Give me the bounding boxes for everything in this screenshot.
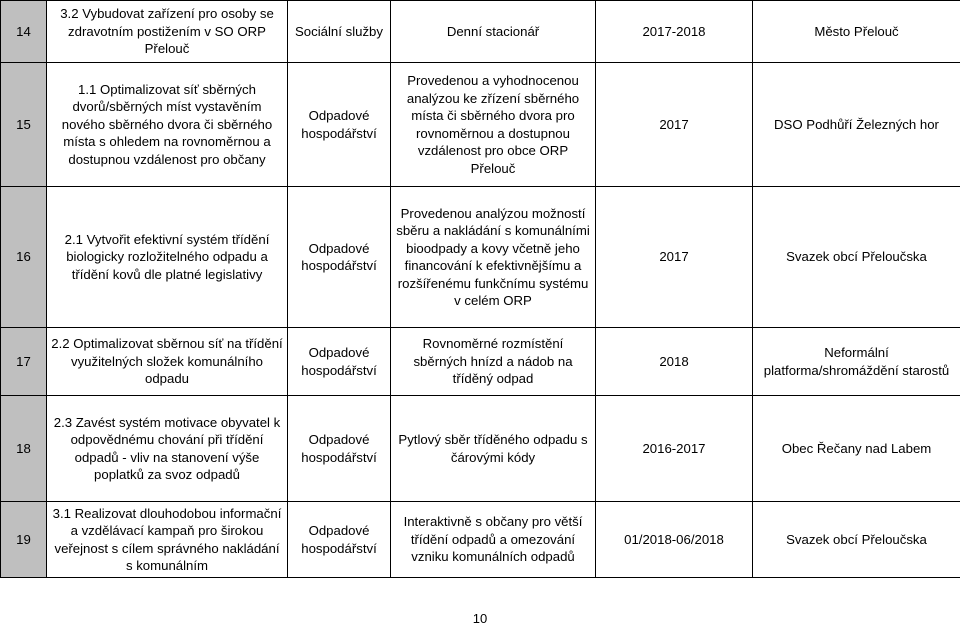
responsible-cell: Obec Řečany nad Labem bbox=[753, 396, 960, 502]
output-cell: Provedenou analýzou možností sběru a nakládání s komunálními bioodpady a kovy včetně jeho financování k efektivnějšímu a rozšířenému funkčnímu systému v celém ORP bbox=[391, 187, 596, 328]
page-number: 10 bbox=[472, 611, 488, 626]
year-cell: 2017-2018 bbox=[596, 1, 753, 63]
output-cell: Pytlový sběr tříděného odpadu s čárovými kódy bbox=[391, 396, 596, 502]
area-cell: Odpadové hospodářství bbox=[288, 63, 391, 187]
year-cell: 2017 bbox=[596, 63, 753, 187]
table-row bbox=[1, 328, 960, 396]
responsible-cell: Neformální platforma/shromáždění starostů bbox=[753, 328, 960, 396]
area-cell: Odpadové hospodářství bbox=[288, 328, 391, 396]
table-row bbox=[1, 187, 960, 328]
year-cell: 2017 bbox=[596, 187, 753, 328]
responsible-cell: DSO Podhůří Železných hor bbox=[753, 63, 960, 187]
row-number: 17 bbox=[1, 328, 47, 396]
goal-cell: 2.1 Vytvořit efektivní systém třídění biologicky rozložitelného odpadu a třídění kovů dle platné legislativy bbox=[47, 187, 288, 328]
row-number: 14 bbox=[1, 1, 47, 63]
area-cell: Odpadové hospodářství bbox=[288, 396, 391, 502]
goal-cell: 1.1 Optimalizovat síť sběrných dvorů/sběrných míst vystavěním nového sběrného dvora či sběrného místa s ohledem na rovnoměrnou a dostupnou vzdálenost pro občany bbox=[47, 63, 288, 187]
responsible-cell: Město Přelouč bbox=[753, 1, 960, 63]
row-number: 15 bbox=[1, 63, 47, 187]
area-cell: Sociální služby bbox=[288, 1, 391, 63]
goal-cell: 2.3 Zavést systém motivace obyvatel k odpovědnému chování při třídění odpadů - vliv na stanovení výše poplatků za svoz odpadů bbox=[47, 396, 288, 502]
goal-cell: 2.2 Optimalizovat sběrnou síť na třídění využitelných složek komunálního odpadu bbox=[47, 328, 288, 396]
year-cell: 2018 bbox=[596, 328, 753, 396]
row-number: 18 bbox=[1, 396, 47, 502]
row-number: 19 bbox=[1, 502, 47, 578]
table-row bbox=[1, 502, 960, 578]
responsible-cell: Svazek obcí Přeloučska bbox=[753, 187, 960, 328]
table-row bbox=[1, 1, 960, 63]
output-cell: Interaktivně s občany pro větší třídění odpadů a omezování vzniku komunálních odpadů bbox=[391, 502, 596, 578]
output-cell: Provedenou a vyhodnocenou analýzou ke zřízení sběrného místa či sběrného dvora pro rovnoměrnou a dostupnou vzdálenost pro obce ORP Přelouč bbox=[391, 63, 596, 187]
output-cell: Denní stacionář bbox=[391, 1, 596, 63]
goal-cell: 3.2 Vybudovat zařízení pro osoby se zdravotním postižením v SO ORP Přelouč bbox=[47, 1, 288, 63]
output-cell: Rovnoměrné rozmístění sběrných hnízd a nádob na tříděný odpad bbox=[391, 328, 596, 396]
year-cell: 01/2018-06/2018 bbox=[596, 502, 753, 578]
area-cell: Odpadové hospodářství bbox=[288, 502, 391, 578]
row-number: 16 bbox=[1, 187, 47, 328]
year-cell: 2016-2017 bbox=[596, 396, 753, 502]
responsible-cell: Svazek obcí Přeloučska bbox=[753, 502, 960, 578]
table-row bbox=[1, 63, 960, 187]
goal-cell: 3.1 Realizovat dlouhodobou informační a vzdělávací kampaň pro širokou veřejnost s cílem správného nakládání s komunálním bbox=[47, 502, 288, 578]
area-cell: Odpadové hospodářství bbox=[288, 187, 391, 328]
table-row bbox=[1, 396, 960, 502]
